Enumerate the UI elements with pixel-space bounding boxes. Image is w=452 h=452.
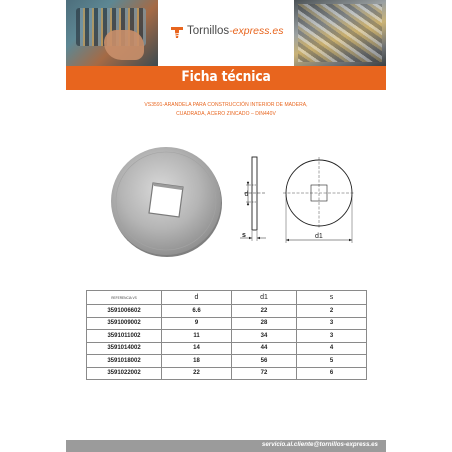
- cell-d1: 34: [232, 330, 297, 343]
- table-row: [87, 342, 367, 355]
- cell-d: 6.6: [162, 305, 232, 318]
- drawing-label-d1: d1: [315, 233, 323, 240]
- page-title: Ficha técnica: [181, 69, 271, 85]
- cell-d1: 44: [232, 342, 297, 355]
- technical-drawing: [236, 151, 361, 251]
- cell-reference: 3591022002: [87, 367, 162, 380]
- cell-d1: 22: [232, 305, 297, 318]
- washer-product-image: [106, 141, 226, 261]
- cell-s: 2: [297, 305, 367, 318]
- cell-reference: 3591009002: [87, 317, 162, 330]
- title-bar: [66, 66, 386, 90]
- tools-photo: [66, 0, 158, 66]
- cell-reference: 3591018002: [87, 355, 162, 368]
- cell-d: 9: [162, 317, 232, 330]
- brand-logo[interactable]: [171, 24, 291, 42]
- technical-sheet-page: [66, 0, 386, 452]
- screws-photo: [294, 0, 386, 66]
- cell-d1: 28: [232, 317, 297, 330]
- footer-bar: [66, 440, 386, 452]
- cell-reference: 3591006602: [87, 305, 162, 318]
- table-row: [87, 317, 367, 330]
- dimensions-table: [86, 290, 367, 380]
- product-description-line1: VS3591-ARANDELA PARA CONSTRUCCIÓN INTERIOR DE MADERA,: [144, 102, 308, 108]
- table-row: [87, 355, 367, 368]
- cell-s: 6: [297, 367, 367, 380]
- header-banner: [66, 0, 386, 66]
- brand-name: [187, 25, 283, 37]
- drawing-label-d: d: [244, 191, 249, 198]
- table-row: [87, 330, 367, 343]
- table-header-row: [87, 291, 367, 305]
- cell-s: 5: [297, 355, 367, 368]
- cell-reference: 3591011002: [87, 330, 162, 343]
- cell-d1: 72: [232, 367, 297, 380]
- customer-service-email-link[interactable]: servicio.al.cliente@tornillos-express.es: [261, 441, 378, 448]
- screw-logo-icon: [171, 26, 183, 39]
- cell-d: 22: [162, 367, 232, 380]
- cell-s: 3: [297, 317, 367, 330]
- product-description: [96, 101, 356, 119]
- table-row: [87, 305, 367, 318]
- cell-s: 3: [297, 330, 367, 343]
- cell-reference: 3591014002: [87, 342, 162, 355]
- column-header-reference: REFERENCIA VS: [87, 291, 162, 305]
- cell-d: 11: [162, 330, 232, 343]
- column-header-d: d: [162, 291, 232, 305]
- drawing-label-s: s: [242, 232, 246, 239]
- column-header-s: s: [297, 291, 367, 305]
- table-row: [87, 367, 367, 380]
- product-description-line2: CUADRADA, ACERO ZINCADO – DIN440V: [176, 111, 276, 117]
- screws-pile-image: [298, 4, 382, 62]
- brand-name-part2: -express.es: [229, 25, 284, 37]
- brand-name-part1: Tornillos: [187, 25, 230, 37]
- column-header-d1: d1: [232, 291, 297, 305]
- cell-d: 18: [162, 355, 232, 368]
- cell-d: 14: [162, 342, 232, 355]
- hand-image: [104, 30, 144, 60]
- cell-s: 4: [297, 342, 367, 355]
- cell-d1: 56: [232, 355, 297, 368]
